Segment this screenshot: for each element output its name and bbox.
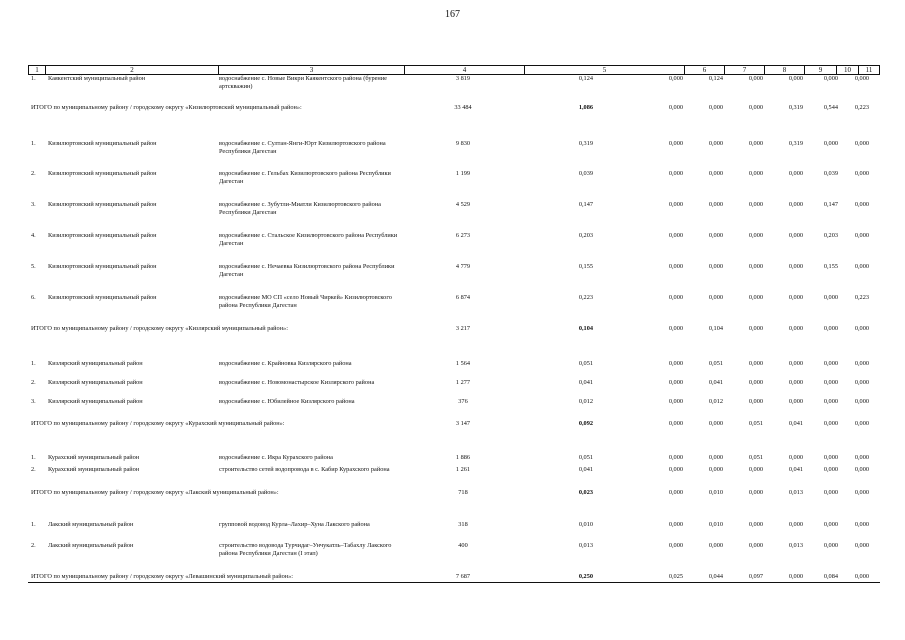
cell-c7: 0,044	[708, 573, 723, 580]
cell-c11: 0,000	[854, 398, 869, 405]
cell-c9: 0,319	[788, 140, 803, 147]
cell-c7: 0,010	[708, 489, 723, 496]
cell-c7: 0,000	[708, 294, 723, 301]
document-table	[28, 65, 880, 580]
cell-c8: 0,000	[748, 542, 763, 549]
cell-c5: 0,023	[578, 489, 593, 496]
cell-c6: 0,000	[668, 420, 683, 427]
cell-c9: 0,013	[788, 542, 803, 549]
cell-district: Лакский муниципальный район	[48, 521, 134, 528]
cell-c11: 0,000	[854, 420, 869, 427]
cell-c9: 0,000	[788, 454, 803, 461]
cell-pop: 3 147	[455, 420, 471, 427]
cell-district: Кизилюртовский муниципальный район	[48, 140, 157, 147]
cell-object: водоснабжение МО СП «село Новый Чиркей» Кизилюртовского района Республики Дагестан	[219, 294, 392, 309]
cell-object: водоснабжение с. Стальское Кизилюртовского района Республики Дагестан	[219, 232, 398, 247]
cell-c5: 0,124	[578, 75, 593, 82]
cell-c6: 0,000	[668, 263, 683, 270]
cell-pop: 4 779	[455, 263, 471, 270]
cell-pop: 6 273	[455, 232, 471, 239]
cell-c7: 0,012	[708, 398, 723, 405]
cell-c6: 0,000	[668, 75, 683, 82]
bottom-rule	[28, 582, 880, 583]
cell-pop: 3 217	[455, 325, 471, 332]
cell-c9: 0,000	[788, 521, 803, 528]
cell-c6: 0,000	[668, 379, 683, 386]
cell-c10: 0,000	[823, 325, 838, 332]
col-header-9: 9	[804, 66, 836, 74]
cell-c8: 0,000	[748, 201, 763, 208]
cell-object: водоснабжение с. Нечаевка Кизилюртовского района Республики Дагестан	[219, 263, 395, 278]
cell-c10: 0,039	[823, 170, 838, 177]
cell-c10: 0,000	[823, 398, 838, 405]
cell-district: Кизилюртовский муниципальный район	[48, 232, 157, 239]
cell-object: водоснабжение с. Крайновка Кизлярского района	[219, 360, 352, 367]
cell-c11: 0,223	[854, 104, 869, 111]
cell-c7: 0,000	[708, 232, 723, 239]
cell-c10: 0,000	[823, 542, 838, 549]
cell-c6: 0,000	[668, 360, 683, 367]
cell-c5: 0,155	[578, 263, 593, 270]
cell-c10: 0,000	[823, 466, 838, 473]
cell-c6: 0,000	[668, 170, 683, 177]
cell-c9: 0,000	[788, 232, 803, 239]
cell-object: водоснабжение с. Юбилейное Кизлярского района	[219, 398, 355, 405]
cell-c10: 0,000	[823, 420, 838, 427]
cell-n: 3.	[31, 398, 36, 405]
cell-c6: 0,000	[668, 140, 683, 147]
cell-c7: 0,000	[708, 140, 723, 147]
cell-c11: 0,000	[854, 232, 869, 239]
cell-c11: 0,000	[854, 454, 869, 461]
cell-district: Лакский муниципальный район	[48, 542, 134, 549]
cell-district: Кизилюртовский муниципальный район	[48, 294, 157, 301]
cell-c9: 0,000	[788, 75, 803, 82]
cell-c7: 0,000	[708, 170, 723, 177]
cell-district: ИТОГО по муниципальному району / городскому округу «Левашинский муниципальный район»:	[31, 573, 294, 580]
cell-c9: 0,000	[788, 294, 803, 301]
cell-c8: 0,000	[748, 170, 763, 177]
col-header-5: 5	[524, 66, 684, 74]
cell-c8: 0,000	[748, 140, 763, 147]
cell-c5: 0,039	[578, 170, 593, 177]
cell-n: 1.	[31, 360, 36, 367]
cell-district: Кизилюртовский муниципальный район	[48, 263, 157, 270]
cell-c7: 0,010	[708, 521, 723, 528]
cell-district: Кизилюртовский муниципальный район	[48, 201, 157, 208]
cell-pop: 33 484	[454, 104, 472, 111]
cell-n: 1.	[31, 140, 36, 147]
cell-c10: 0,155	[823, 263, 838, 270]
cell-c6: 0,000	[668, 232, 683, 239]
cell-c5: 0,012	[578, 398, 593, 405]
cell-c11: 0,000	[854, 140, 869, 147]
cell-district: ИТОГО по муниципальному району / городскому округу «Курахский муниципальный район»:	[31, 420, 285, 427]
col-header-10: 10	[836, 66, 858, 74]
col-header-2: 2	[45, 66, 218, 74]
cell-pop: 400	[458, 542, 468, 549]
cell-c7: 0,000	[708, 201, 723, 208]
cell-c8: 0,051	[748, 420, 763, 427]
cell-c6: 0,000	[668, 489, 683, 496]
col-header-3: 3	[218, 66, 404, 74]
cell-object: водоснабжение с. Зубутли-Миатли Кизилюртовского района Республики Дагестан	[219, 201, 381, 216]
cell-c11: 0,000	[854, 542, 869, 549]
cell-district: Кизлярский муниципальный район	[48, 360, 143, 367]
cell-object: водоснабжение с. Новомонастырское Кизлярского района	[219, 379, 375, 386]
cell-pop: 1 261	[455, 466, 471, 473]
cell-c8: 0,000	[748, 325, 763, 332]
cell-c11: 0,000	[854, 466, 869, 473]
cell-pop: 718	[458, 489, 468, 496]
cell-c8: 0,000	[748, 398, 763, 405]
cell-c7: 0,124	[708, 75, 723, 82]
cell-c7: 0,051	[708, 360, 723, 367]
cell-c6: 0,000	[668, 542, 683, 549]
cell-pop: 1 886	[455, 454, 471, 461]
cell-c10: 0,544	[823, 104, 838, 111]
cell-c9: 0,000	[788, 263, 803, 270]
cell-c10: 0,000	[823, 360, 838, 367]
cell-c11: 0,000	[854, 325, 869, 332]
cell-district: Кизлярский муниципальный район	[48, 379, 143, 386]
cell-pop: 318	[458, 521, 468, 528]
cell-n: 1.	[31, 454, 36, 461]
cell-c8: 0,000	[748, 489, 763, 496]
cell-c8: 0,000	[748, 466, 763, 473]
cell-c7: 0,104	[708, 325, 723, 332]
cell-c11: 0,000	[854, 573, 869, 580]
cell-pop: 6 874	[455, 294, 471, 301]
cell-object: водоснабжение с. Новые Викри Каякентского района (бурение артскважин)	[219, 75, 387, 90]
cell-c8: 0,000	[748, 379, 763, 386]
cell-c8: 0,000	[748, 360, 763, 367]
cell-c9: 0,041	[788, 420, 803, 427]
cell-c6: 0,000	[668, 104, 683, 111]
cell-n: 4.	[31, 232, 36, 239]
cell-pop: 3 819	[455, 75, 471, 82]
cell-c10: 0,000	[823, 140, 838, 147]
cell-object: водоснабжение с. Султан-Янги-Юрт Кизилюртовского района Республики Дагестан	[219, 140, 386, 155]
cell-object: строительство водовода Турчидаг–Унчукатль–Табахлу Лакского района Республики Дагестан (I этап)	[219, 542, 392, 557]
cell-c10: 0,000	[823, 489, 838, 496]
col-header-11: 11	[858, 66, 880, 74]
cell-c10: 0,000	[823, 521, 838, 528]
cell-district: ИТОГО по муниципальному району / городскому округу «Кизилюртовский муниципальный район»:	[31, 104, 302, 111]
cell-c6: 0,000	[668, 521, 683, 528]
cell-pop: 1 199	[455, 170, 471, 177]
cell-c9: 0,000	[788, 379, 803, 386]
cell-c8: 0,000	[748, 294, 763, 301]
cell-c7: 0,000	[708, 542, 723, 549]
cell-district: Курахский муниципальный район	[48, 466, 140, 473]
cell-n: 2.	[31, 542, 36, 549]
cell-pop: 1 564	[455, 360, 471, 367]
cell-district: ИТОГО по муниципальному району / городскому округу «Кизлярский муниципальный район»:	[31, 325, 288, 332]
cell-c6: 0,025	[668, 573, 683, 580]
cell-c11: 0,000	[854, 75, 869, 82]
cell-c11: 0,000	[854, 379, 869, 386]
cell-c8: 0,000	[748, 75, 763, 82]
cell-c8: 0,000	[748, 104, 763, 111]
cell-c5: 0,013	[578, 542, 593, 549]
cell-c9: 0,013	[788, 489, 803, 496]
cell-c10: 0,000	[823, 379, 838, 386]
cell-c9: 0,000	[788, 325, 803, 332]
cell-c10: 0,147	[823, 201, 838, 208]
cell-c6: 0,000	[668, 325, 683, 332]
cell-c11: 0,223	[854, 294, 869, 301]
cell-n: 2.	[31, 466, 36, 473]
cell-district: ИТОГО по муниципальному району / городскому округу «Лакский муниципальный район»:	[31, 489, 279, 496]
col-header-8: 8	[764, 66, 804, 74]
cell-c5: 0,092	[578, 420, 593, 427]
cell-district: Курахский муниципальный район	[48, 454, 140, 461]
cell-n: 2.	[31, 170, 36, 177]
cell-c9: 0,000	[788, 360, 803, 367]
cell-c9: 0,000	[788, 573, 803, 580]
cell-c5: 0,250	[578, 573, 593, 580]
cell-c5: 0,203	[578, 232, 593, 239]
cell-c7: 0,000	[708, 454, 723, 461]
cell-c7: 0,000	[708, 420, 723, 427]
cell-c5: 0,041	[578, 466, 593, 473]
cell-object: строительство сетей водопровода в с. Кабир Курахского района	[219, 466, 390, 473]
cell-n: 6.	[31, 294, 36, 301]
cell-pop: 9 830	[455, 140, 471, 147]
cell-c9: 0,000	[788, 201, 803, 208]
cell-c10: 0,000	[823, 454, 838, 461]
cell-c5: 0,223	[578, 294, 593, 301]
cell-district: Кизилюртовский муниципальный район	[48, 170, 157, 177]
cell-c9: 0,000	[788, 170, 803, 177]
cell-c8: 0,000	[748, 232, 763, 239]
cell-c8: 0,000	[748, 263, 763, 270]
cell-pop: 7 687	[455, 573, 471, 580]
cell-n: 3.	[31, 201, 36, 208]
cell-c5: 0,104	[578, 325, 593, 332]
cell-c6: 0,000	[668, 454, 683, 461]
cell-c6: 0,000	[668, 398, 683, 405]
cell-n: 2.	[31, 379, 36, 386]
cell-c7: 0,041	[708, 379, 723, 386]
cell-district: Кизлярский муниципальный район	[48, 398, 143, 405]
cell-object: водоснабжение с. Гельбах Кизилюртовского района Республики Дагестан	[219, 170, 391, 185]
cell-c10: 0,000	[823, 75, 838, 82]
cell-c10: 0,084	[823, 573, 838, 580]
cell-c8: 0,051	[748, 454, 763, 461]
cell-district: Каякентский муниципальный район	[48, 75, 146, 82]
cell-n: 5.	[31, 263, 36, 270]
cell-c5: 0,051	[578, 360, 593, 367]
cell-c11: 0,000	[854, 489, 869, 496]
cell-c9: 0,000	[788, 398, 803, 405]
cell-n: 1.	[31, 521, 36, 528]
col-header-6: 6	[684, 66, 724, 74]
cell-object: групповой водовод Курла–Лахир–Хуна Лакского района	[219, 521, 370, 528]
cell-c11: 0,000	[854, 170, 869, 177]
cell-pop: 1 277	[455, 379, 471, 386]
cell-c5: 0,147	[578, 201, 593, 208]
cell-c11: 0,000	[854, 201, 869, 208]
cell-c9: 0,041	[788, 466, 803, 473]
cell-c7: 0,000	[708, 104, 723, 111]
cell-c9: 0,319	[788, 104, 803, 111]
cell-c5: 0,041	[578, 379, 593, 386]
cell-c6: 0,000	[668, 466, 683, 473]
page-number: 167	[445, 9, 460, 20]
cell-c10: 0,000	[823, 294, 838, 301]
cell-pop: 4 529	[455, 201, 471, 208]
cell-c5: 0,051	[578, 454, 593, 461]
cell-pop: 376	[458, 398, 468, 405]
cell-c11: 0,000	[854, 263, 869, 270]
cell-c5: 0,319	[578, 140, 593, 147]
col-header-7: 7	[724, 66, 764, 74]
cell-n: 1.	[31, 75, 36, 82]
cell-c7: 0,000	[708, 466, 723, 473]
column-number-header	[28, 65, 880, 75]
cell-c7: 0,000	[708, 263, 723, 270]
col-header-1: 1	[28, 66, 45, 74]
cell-c5: 1,086	[578, 104, 593, 111]
cell-c10: 0,203	[823, 232, 838, 239]
cell-c11: 0,000	[854, 521, 869, 528]
cell-object: водоснабжение с. Икра Курахского района	[219, 454, 333, 461]
cell-c11: 0,000	[854, 360, 869, 367]
cell-c6: 0,000	[668, 201, 683, 208]
cell-c8: 0,000	[748, 521, 763, 528]
col-header-4: 4	[404, 66, 524, 74]
cell-c6: 0,000	[668, 294, 683, 301]
cell-c5: 0,010	[578, 521, 593, 528]
cell-c8: 0,097	[748, 573, 763, 580]
